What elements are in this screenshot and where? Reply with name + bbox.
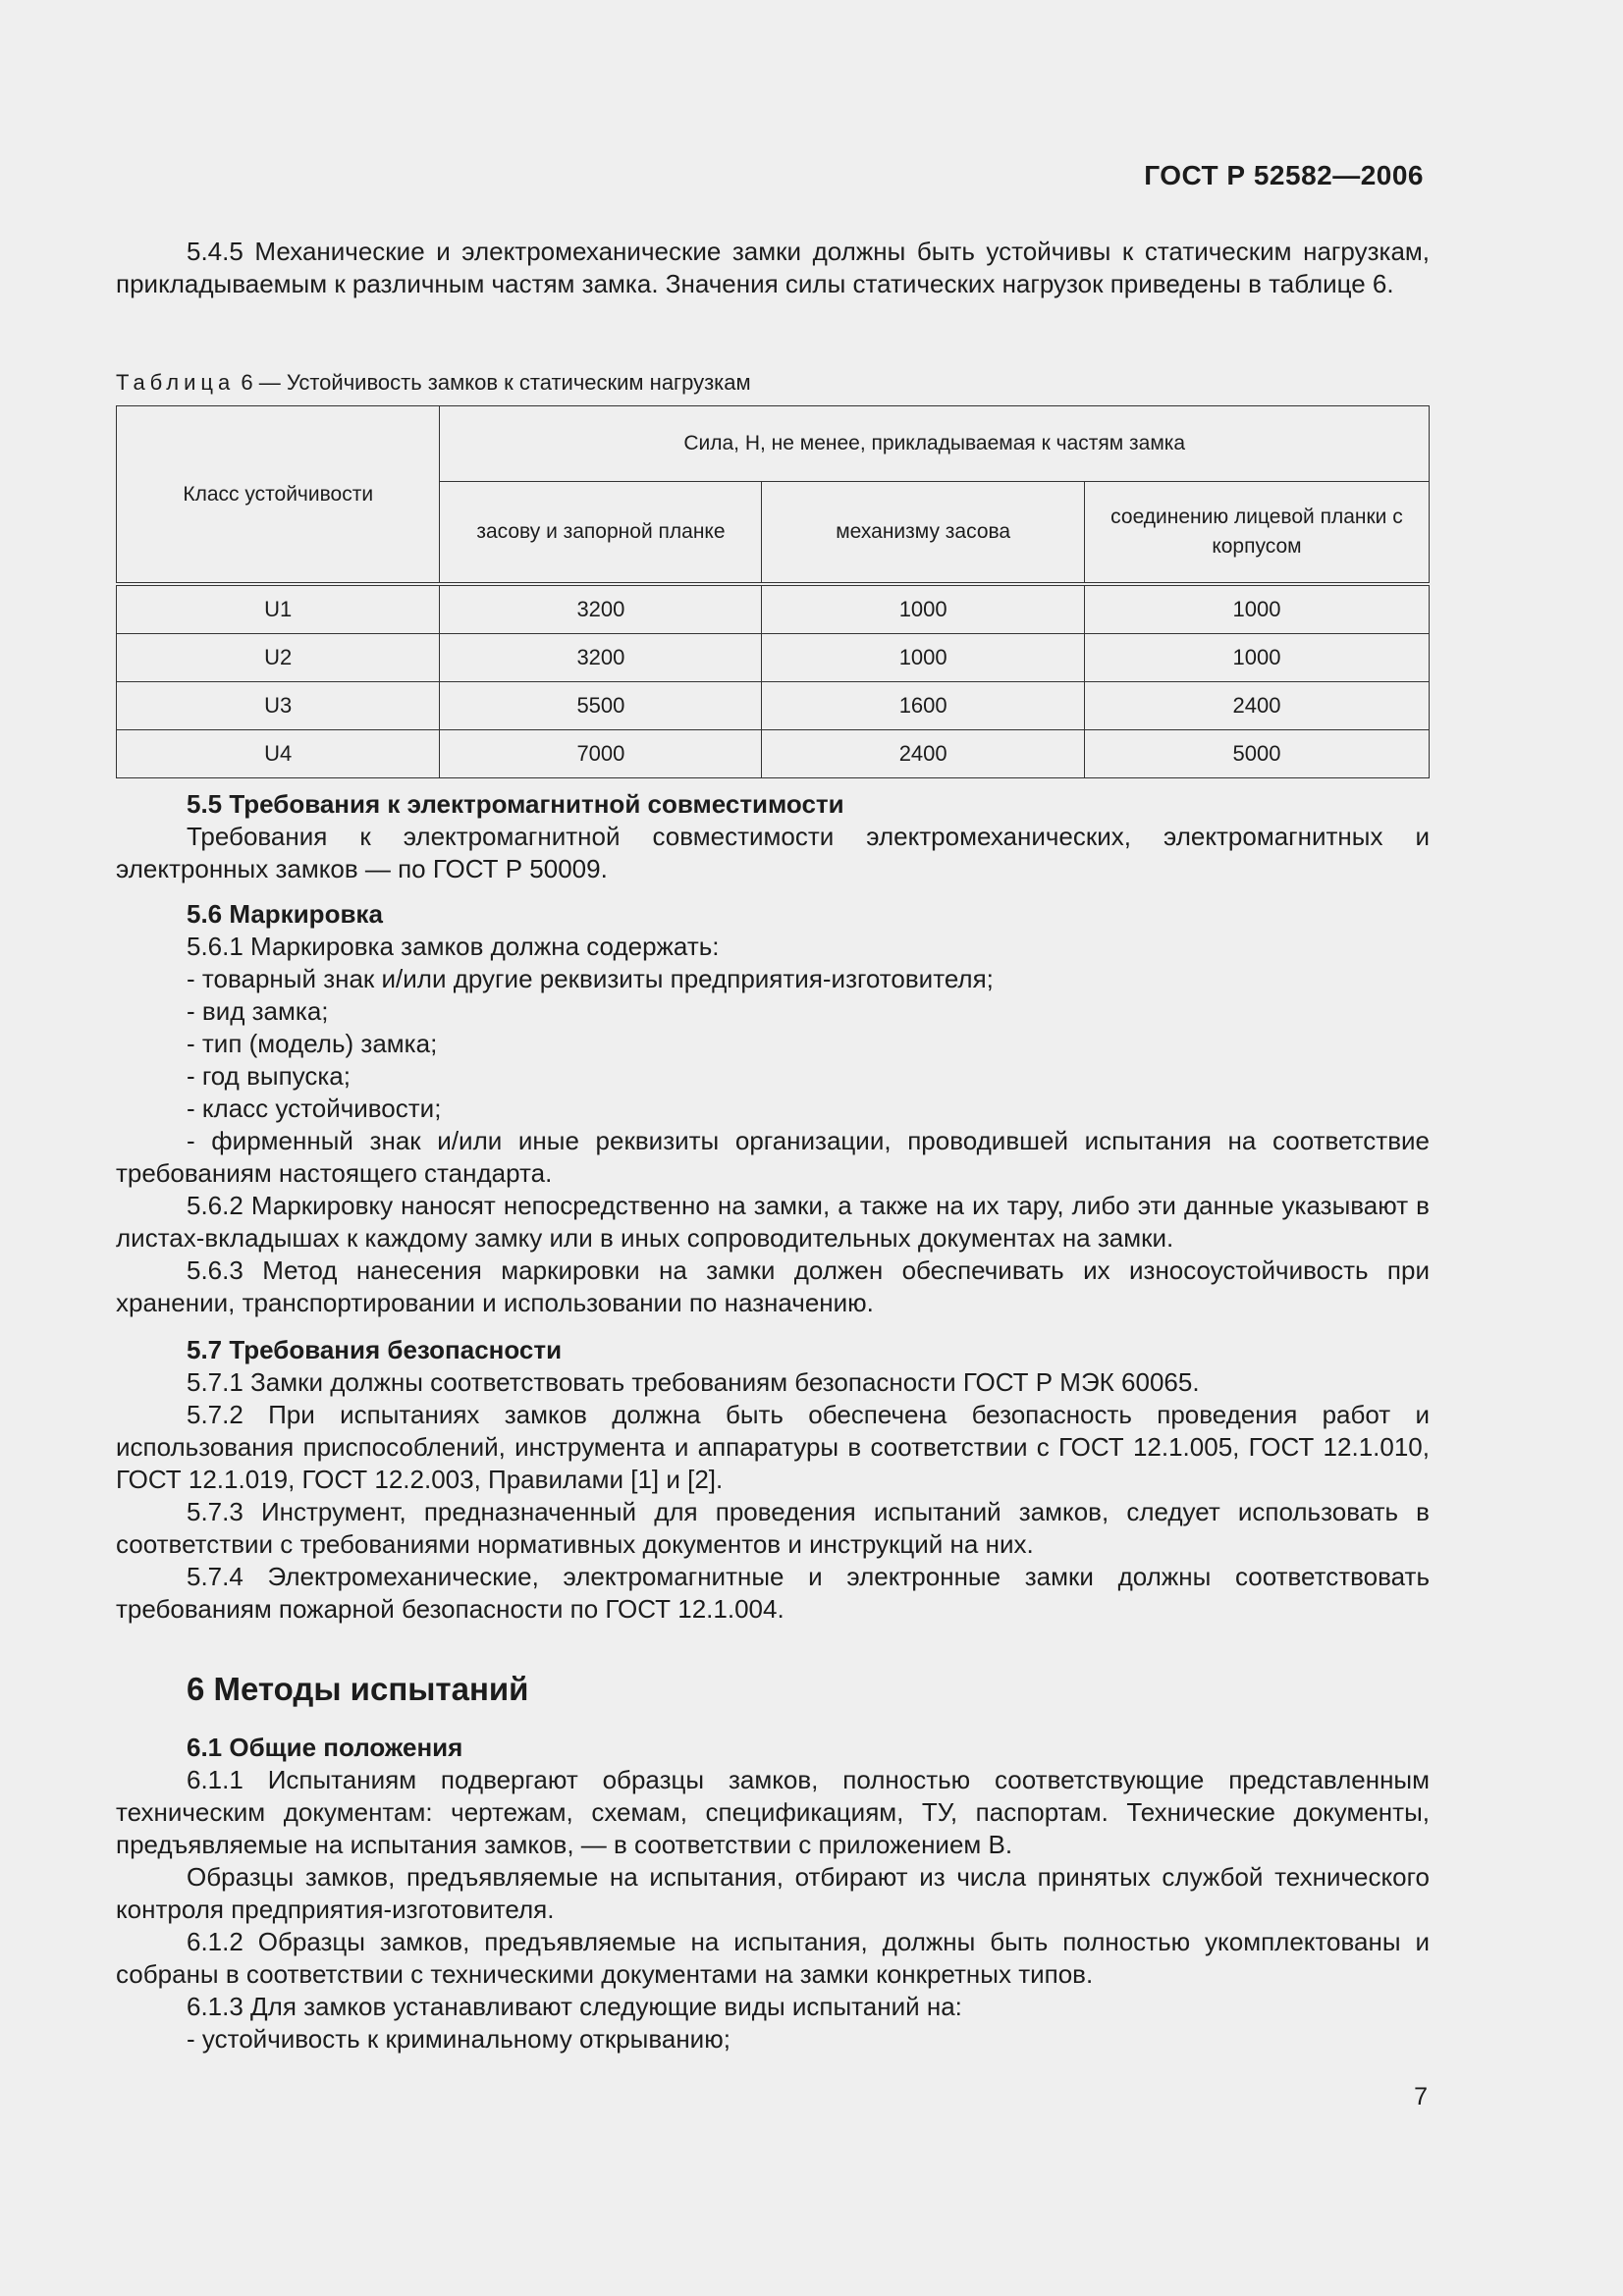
col-subheader-faceplate: соединению лицевой планки с корпусом: [1084, 482, 1429, 585]
para-5-5: Требования к электромагнитной совместимости электромеханических, электромагнитных и электронных замков — по ГОСТ Р 50009.: [116, 822, 1430, 883]
list-item: - класс устойчивости;: [187, 1094, 442, 1123]
standard-code: ГОСТ Р 52582—2006: [1144, 160, 1424, 190]
heading-5-5: 5.5 Требования к электромагнитной совместимости: [187, 789, 844, 819]
para-5-6-2: 5.6.2 Маркировку наносят непосредственно на замки, а также на их тару, либо эти данные указывают в листах-вкладышах к каждому замку или в иных сопроводительных документах на замки.: [116, 1191, 1430, 1253]
col-header-force: Сила, Н, не менее, прикладываемая к частям замка: [440, 406, 1430, 482]
cell-value: 1000: [762, 584, 1085, 634]
cell-class: U2: [117, 634, 440, 682]
heading-6: 6 Методы испытаний: [187, 1671, 529, 1707]
table-6-block: [116, 368, 1430, 778]
para-5-4-5-block: [116, 236, 1430, 300]
section-5-5: [116, 788, 1430, 885]
list-item: - фирменный знак и/или иные реквизиты организации, проводившей испытания на соответствие требованиям настоящего стандарта.: [116, 1126, 1430, 1188]
para-5-7-4: 5.7.4 Электромеханические, электромагнитные и электронные замки должны соответствовать требованиям пожарной безопасности по ГОСТ 12.1.004.: [116, 1562, 1430, 1624]
page-number: 7: [1414, 2083, 1428, 2110]
para-5-7-2: 5.7.2 При испытаниях замков должна быть обеспечена безопасность проведения работ и использования приспособлений, инструмента и аппаратуры в соответствии с ГОСТ 12.1.005, ГОСТ 12.1.010, ГОСТ 12.1.019, ГОСТ 12.2.003, Правилами [1] и [2].: [116, 1400, 1430, 1494]
heading-6-1: 6.1 Общие положения: [187, 1733, 463, 1762]
para-5-6-1: 5.6.1 Маркировка замков должна содержать:: [187, 932, 720, 961]
cell-value: 5500: [440, 682, 762, 730]
heading-5-6: 5.6 Маркировка: [187, 899, 383, 929]
para-6-1-1: 6.1.1 Испытаниям подвергают образцы замков, полностью соответствующие представленным техническим документам: чертежам, схемам, спецификациям, ТУ, паспортам. Технические документы, предъявляемые на испытания замков, — в соответствии с приложением В.: [116, 1765, 1430, 1859]
cell-value: 1000: [762, 634, 1085, 682]
cell-value: 1600: [762, 682, 1085, 730]
cell-value: 5000: [1084, 730, 1429, 778]
col-subheader-bolt: засову и запорной планке: [440, 482, 762, 585]
cell-value: 2400: [762, 730, 1085, 778]
col-header-class: Класс устойчивости: [117, 406, 440, 585]
table-row: [117, 682, 1430, 730]
cell-value: 1000: [1084, 584, 1429, 634]
table-6: [116, 405, 1430, 778]
col-subheader-mechanism: механизму засова: [762, 482, 1085, 585]
para-6-1-2: 6.1.2 Образцы замков, предъявляемые на испытания, должны быть полностью укомплектованы и собраны в соответствии с техническими документами на замки конкретных типов.: [116, 1927, 1430, 1989]
table-row: [117, 584, 1430, 634]
section-6-1: [116, 1732, 1430, 2056]
para-5-7-3: 5.7.3 Инструмент, предназначенный для проведения испытаний замков, следует использовать в соответствии с требованиями нормативных документов и инструкций на них.: [116, 1497, 1430, 1559]
para-6-1-3: 6.1.3 Для замков устанавливают следующие виды испытаний на:: [187, 1992, 962, 2021]
section-5-7: [116, 1334, 1430, 1626]
cell-value: 7000: [440, 730, 762, 778]
table-row: [117, 730, 1430, 778]
cell-class: U1: [117, 584, 440, 634]
list-item: - тип (модель) замка;: [187, 1029, 438, 1058]
cell-class: U4: [117, 730, 440, 778]
table-row: [117, 634, 1430, 682]
table-caption-word: Таблица: [116, 370, 236, 395]
table-caption: [116, 368, 1430, 398]
cell-class: U3: [117, 682, 440, 730]
section-6: [116, 1670, 1430, 1709]
list-item: - устойчивость к криминальному открыванию;: [187, 2024, 730, 2054]
heading-5-7: 5.7 Требования безопасности: [187, 1335, 563, 1364]
cell-value: 1000: [1084, 634, 1429, 682]
list-item: - год выпуска;: [187, 1061, 351, 1091]
list-item: - товарный знак и/или другие реквизиты предприятия-изготовителя;: [187, 964, 994, 993]
para-5-7-1: 5.7.1 Замки должны соответствовать требованиям безопасности ГОСТ Р МЭК 60065.: [187, 1367, 1200, 1397]
table-caption-text: 6 — Устойчивость замков к статическим нагрузкам: [241, 370, 751, 395]
section-5-6: [116, 898, 1430, 1319]
cell-value: 3200: [440, 584, 762, 634]
para-5-6-3: 5.6.3 Метод нанесения маркировки на замки должен обеспечивать их износоустойчивость при хранении, транспортировании и использовании по назначению.: [116, 1255, 1430, 1317]
cell-value: 3200: [440, 634, 762, 682]
para-5-4-5: 5.4.5 Механические и электромеханические замки должны быть устойчивы к статическим нагрузкам, прикладываемым к различным частям замка. Значения силы статических нагрузок приведены в таблице 6.: [116, 237, 1430, 298]
para-6-1-1-b: Образцы замков, предъявляемые на испытания, отбирают из числа принятых службой технического контроля предприятия-изготовителя.: [116, 1862, 1430, 1924]
cell-value: 2400: [1084, 682, 1429, 730]
list-item: - вид замка;: [187, 996, 329, 1026]
